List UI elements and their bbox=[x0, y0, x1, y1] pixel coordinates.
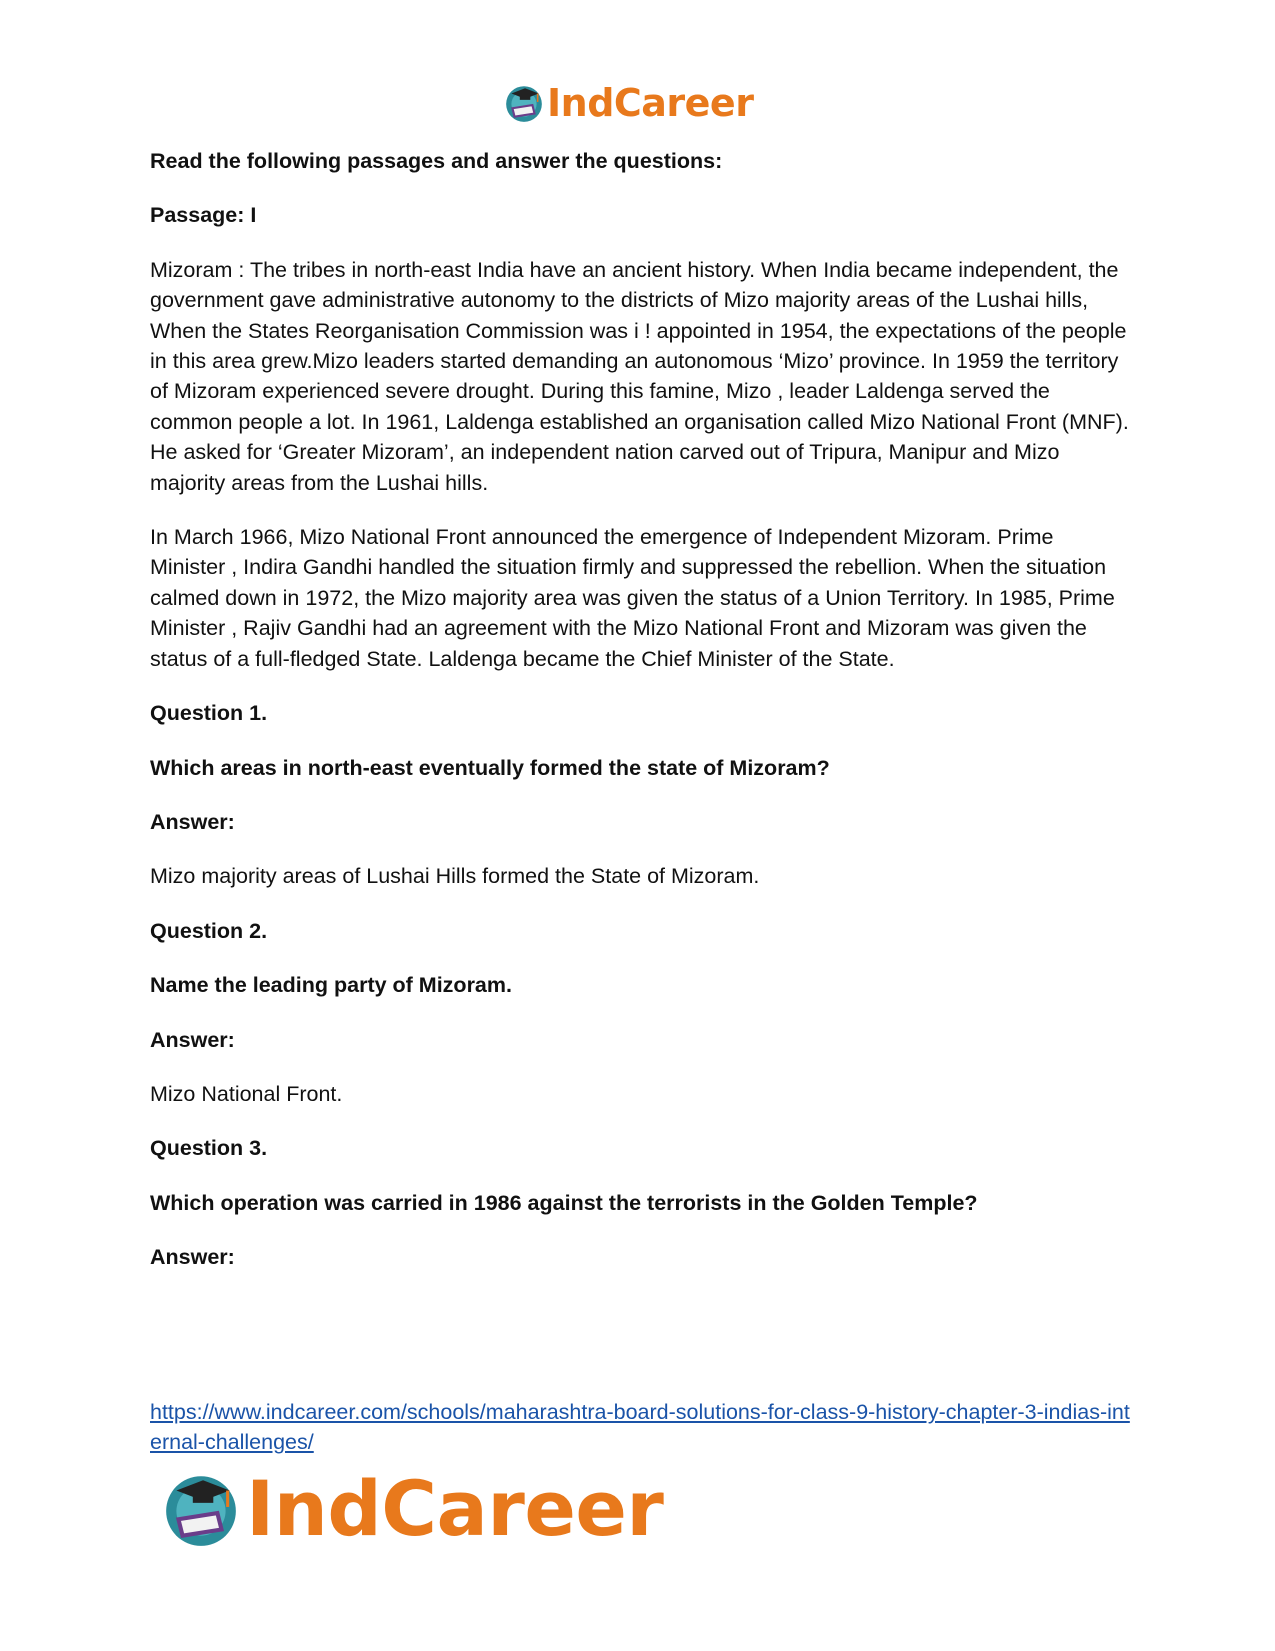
header-logo bbox=[503, 80, 753, 126]
answer-2-label: Answer: bbox=[150, 1027, 235, 1052]
passage-paragraph-2: In March 1966, Mizo National Front announced the emergence of Independent Mizoram. Prime Minister , Indira Gandhi handled the situation firmly and suppressed the rebellion. When the situation calmed down in 1972, the Mizo majority area was given the status of a Union Territory. In 1985, Prime Minister , Rajiv Gandhi had an agreement with the Mizo National Front and Mizoram was given the status of a full-fledged State. Laldenga became the Chief Minister of the State. bbox=[150, 525, 1115, 671]
answer-1-text: Mizo majority areas of Lushai Hills formed the State of Mizoram. bbox=[150, 864, 760, 889]
question-3-text: Which operation was carried in 1986 against the terrorists in the Golden Temple? bbox=[150, 1190, 978, 1215]
source-url-link[interactable]: https://www.indcareer.com/schools/maharashtra-board-solutions-for-class-9-history-chapter-3-indias-internal-challenges/ bbox=[150, 1400, 1130, 1455]
footer-logo bbox=[160, 1466, 663, 1552]
answer-1-label: Answer: bbox=[150, 809, 235, 834]
footer-logo-text: IndCareer bbox=[246, 1464, 664, 1553]
answer-2-text: Mizo National Front. bbox=[150, 1081, 343, 1106]
question-2-text: Name the leading party of Mizoram. bbox=[150, 973, 512, 998]
question-2-label: Question 2. bbox=[150, 918, 268, 943]
passage-title: Passage: I bbox=[150, 203, 257, 228]
question-3-label: Question 3. bbox=[150, 1136, 268, 1161]
question-1-text: Which areas in north-east eventually formed the state of Mizoram? bbox=[150, 755, 830, 780]
question-1-label: Question 1. bbox=[150, 701, 268, 726]
instruction-heading: Read the following passages and answer the questions: bbox=[150, 149, 723, 173]
answer-3-label: Answer: bbox=[150, 1245, 235, 1270]
header-logo-text: IndCareer bbox=[547, 81, 754, 125]
document-body bbox=[150, 146, 1130, 1297]
graduation-globe-icon bbox=[503, 82, 545, 124]
graduation-globe-icon bbox=[160, 1468, 242, 1550]
passage-paragraph-1: Mizoram : The tribes in north-east India have an ancient history. When India became independent, the government gave administrative autonomy to the districts of Mizo majority areas of the Lushai hills, When the States Reorganisation Commission was i ! appointed in 1954, the expectations of the people in this area grew.Mizo leaders started demanding an autonomous ‘Mizo’ province. In 1959 the territory of Mizoram experienced severe drought. During this famine, Mizo , leader Laldenga served the common people a lot. In 1961, Laldenga established an organisation called Mizo National Front (MNF). He asked for ‘Greater Mizoram’, an independent nation carved out of Tripura, Manipur and Mizo majority areas from the Lushai hills. bbox=[150, 257, 1129, 495]
